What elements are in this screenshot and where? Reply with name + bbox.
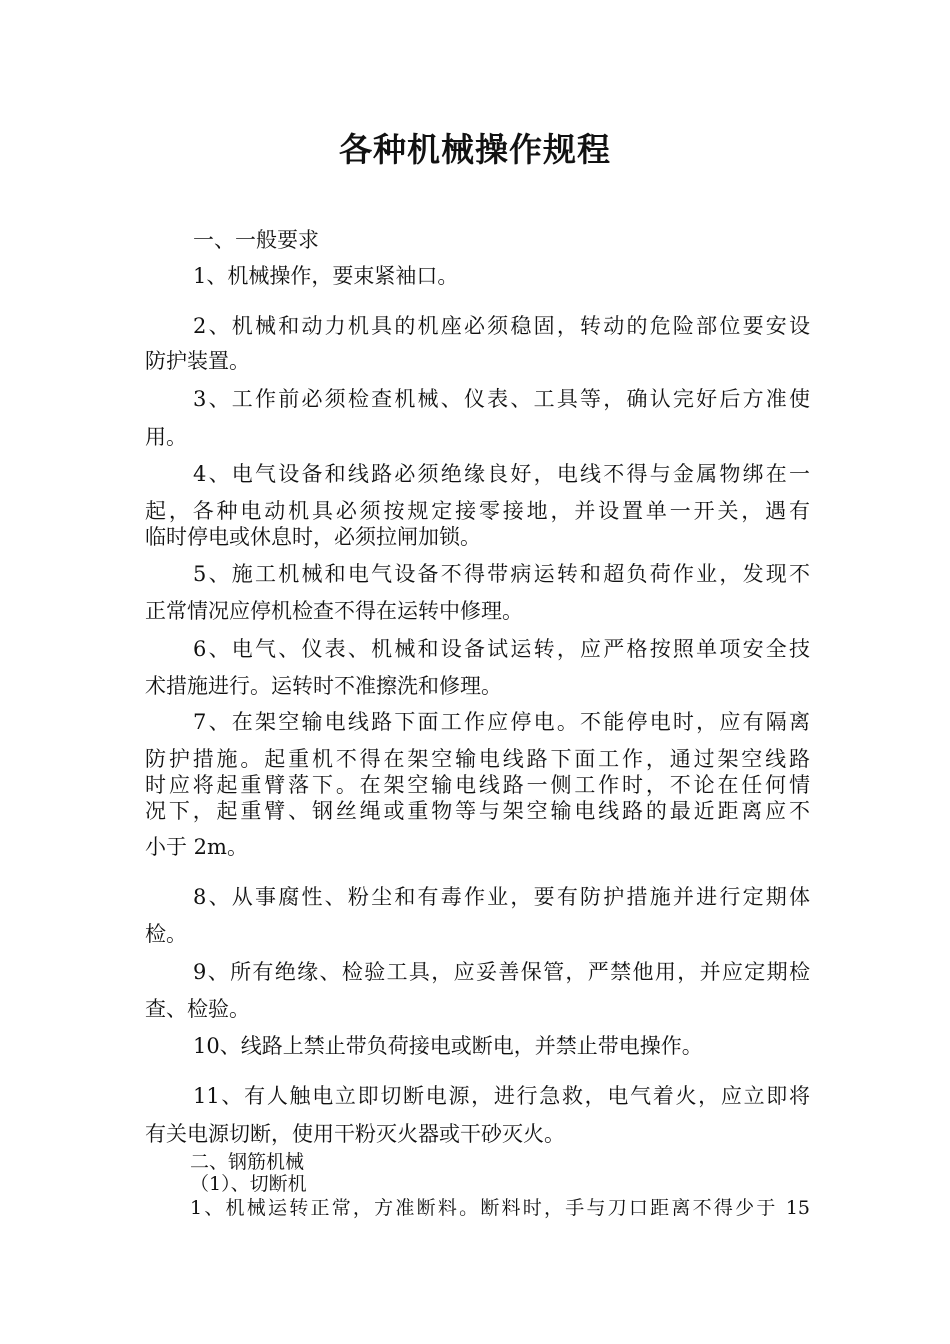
paragraph-line: 3、工作前必须检查机械、仪表、工具等，确认完好后方准使 (193, 387, 810, 411)
paragraph-line: 2、机械和动力机具的机座必须稳固，转动的危险部位要安设 (193, 314, 810, 338)
paragraph-line: 8、从事腐性、粉尘和有毒作业，要有防护措施并进行定期体 (193, 885, 810, 909)
paragraph-line: 况下，起重臂、钢丝绳或重物等与架空输电线路的最近距离应不 (145, 799, 810, 823)
paragraph-line: 小于 2m。 (145, 835, 248, 859)
paragraph-line: 11、有人触电立即切断电源，进行急救，电气着火，应立即将 (193, 1084, 810, 1108)
paragraph-line: 7、在架空输电线路下面工作应停电。不能停电时，应有隔离 (193, 710, 810, 734)
paragraph-line: 防护措施。起重机不得在架空输电线路下面工作，通过架空线路 (145, 747, 810, 771)
paragraph-line: 5、施工机械和电气设备不得带病运转和超负荷作业，发现不 (193, 562, 810, 586)
section-heading-rebar: 二、钢筋机械 (190, 1151, 305, 1173)
paragraph-line: 1、机械运转正常，方准断料。断料时，手与刀口距离不得少于 15 (190, 1197, 810, 1219)
paragraph-line: 9、所有绝缘、检验工具，应妥善保管，严禁他用，并应定期检 (193, 960, 810, 984)
paragraph-line: 临时停电或休息时，必须拉闸加锁。 (145, 525, 481, 549)
paragraph-line: 10、线路上禁止带负荷接电或断电，并禁止带电操作。 (193, 1034, 703, 1058)
paragraph-line: 正常情况应停机检查不得在运转中修理。 (145, 599, 523, 623)
paragraph-line: 1、机械操作，要束紧袖口。 (193, 264, 459, 288)
document-title: 各种机械操作规程 (339, 130, 611, 169)
paragraph-line: 防护装置。 (145, 349, 250, 373)
paragraph-line: 起，各种电动机具必须按规定接零接地，并设置单一开关，遇有 (145, 499, 810, 523)
subsection-heading-cutter: （1）、切断机 (190, 1173, 307, 1195)
paragraph-line: 术措施进行。运转时不准擦洗和修理。 (145, 674, 502, 698)
paragraph-line: 时应将起重臂落下。在架空输电线路一侧工作时，不论在任何情 (145, 773, 810, 797)
paragraph-line: 6、电气、仪表、机械和设备试运转，应严格按照单项安全技 (193, 637, 810, 661)
paragraph-line: 检。 (145, 922, 187, 946)
paragraph-line: 用。 (145, 425, 187, 449)
section-heading-general: 一、一般要求 (193, 228, 319, 252)
paragraph-line: 4、电气设备和线路必须绝缘良好，电线不得与金属物绑在一 (193, 462, 810, 486)
paragraph-line: 有关电源切断，使用干粉灭火器或干砂灭火。 (145, 1122, 565, 1146)
paragraph-line: 查、检验。 (145, 997, 250, 1021)
